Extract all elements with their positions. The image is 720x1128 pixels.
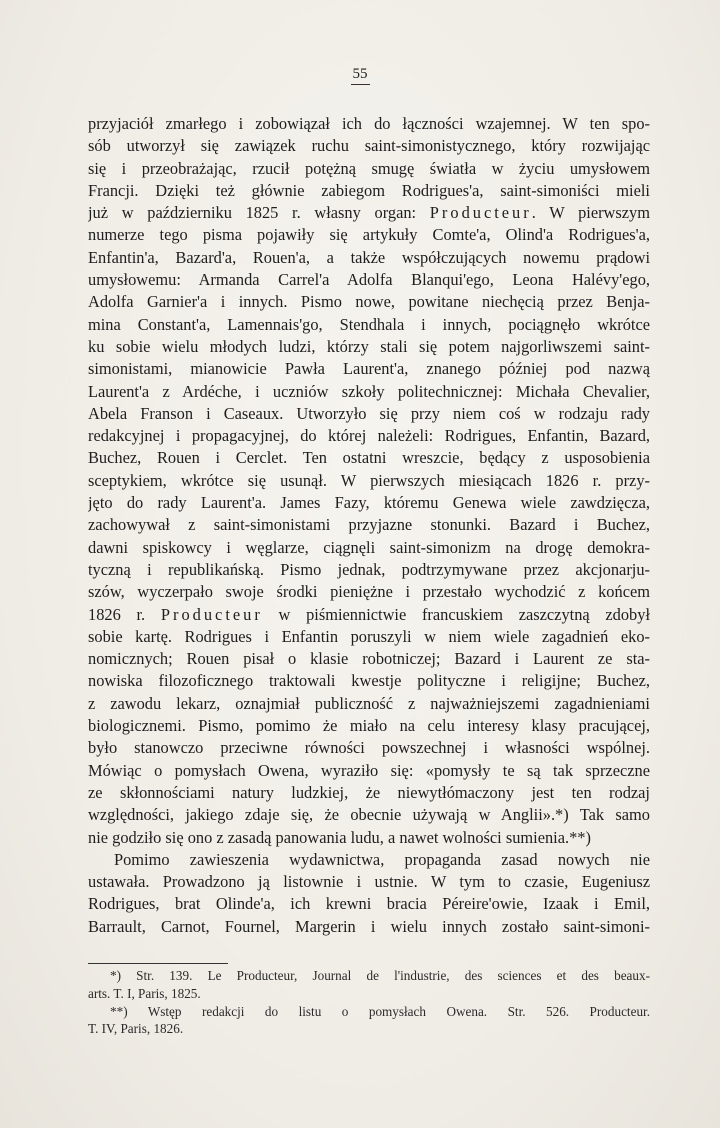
footnote-line: **) Wstęp redakcji do listu o pomysłach Owena. Str. 526. Producteur. — [110, 1003, 650, 1019]
text-line: się i przeobrażając, rzucił potężną smugę światła w życiu umysłowem — [88, 158, 650, 178]
text-line: szów, wyczerpało swoje środki pieniężne i przestało wychodzić z końcem — [88, 582, 650, 602]
text-line: redakcyjnej i propagacyjnej, do której należeli: Rodrigues, Enfantin, Bazard, — [88, 426, 650, 446]
text-line: zachowywał z saint-simonistami przyjazne stonunki. Bazard i Buchez, — [88, 515, 650, 535]
text-line: tyczną i republikańską. Pismo jednak, podtrzymywane przez akcjonarju- — [88, 559, 650, 579]
text-line: mina Constant'a, Lamennais'go, Stendhala i innych, pociągnęło wkrótce — [88, 314, 650, 334]
page-number: 55 — [0, 66, 720, 85]
text-line: ze skłonnościami natury ludzkiej, że niewytłómaczony jest ten rodzaj — [88, 782, 650, 802]
text-line: umysłowemu: Armanda Carrel'a Adolfa Blanqui'ego, Leona Halévy'ego, — [88, 270, 650, 290]
text-line: sceptykiem, wkrótce się usunął. W pierwszych miesiącach 1826 r. przy- — [88, 470, 650, 490]
body-text — [88, 113, 650, 938]
text-line: Rodrigues, brat Olinde'a, ich krewni bracia Péreire'owie, Izaak i Emil, — [88, 894, 650, 914]
text-line: nowiska filozoficznego traktowali kwestje polityczne i religijne; Buchez, — [88, 671, 650, 691]
text-line: Francji. Dzięki też głównie zabiegom Rodrigues'a, saint-simoniści mieli — [88, 180, 650, 200]
footnote-rule — [88, 963, 228, 964]
text-line: Buchez, Rouen i Cerclet. Ten ostatni wreszcie, będący z usposobienia — [88, 448, 650, 468]
periodical-title: Producteur — [429, 203, 532, 223]
text-line: nie godziło się ono z zasadą panowania ludu, a nawet wolności sumienia.**) — [88, 827, 591, 847]
text-line: jęto do rady Laurent'a. James Fazy, któremu Genewa wiele zawdzięcza, — [88, 493, 650, 513]
text-line: Adolfa Garnier'a i innych. Pismo nowe, powitane niechęcią przez Benja- — [88, 292, 650, 312]
text-line: 1826 r. Producteur w piśmiennictwie francuskiem zaszczytną zdobył — [88, 604, 650, 624]
footnote-line: *) Str. 139. Le Producteur, Journal de l'industrie, des sciences et des beaux- — [110, 968, 650, 983]
text-line: już w październiku 1825 r. własny organ: Producteur. W pierwszym — [88, 203, 650, 223]
text-line: Laurent'a z Ardéche, i uczniów szkoły politechnicznej: Michała Chevalier, — [88, 381, 650, 401]
text-line: Abela Franson i Caseaux. Utworzyło się przy niem coś w rodzaju rady — [88, 403, 650, 423]
text-line: Enfantin'a, Bazard'a, Rouen'a, a także współczujących nowemu prądowi — [88, 247, 650, 267]
text-line: biologicznemi. Pismo, pomimo że miało na celu interesy klasy pracującej, — [88, 716, 650, 736]
text-line: było stanowczo przeciwne równości powszechnej i własności wspólnej. — [88, 738, 650, 758]
text-line: ku sobie wielu młodych ludzi, którzy stali się potem najgorliwszemi saint- — [88, 336, 650, 356]
footnote-line: arts. T. I, Paris, 1825. — [88, 985, 201, 1001]
periodical-title: Producteur — [160, 604, 263, 624]
text-line: Mówiąc o pomysłach Owena, wyraziło się: «pomysły te są tak sprzeczne — [88, 760, 650, 780]
text-line: sobie kartę. Rodrigues i Enfantin poruszyli w niem wiele zagadnień eko- — [88, 626, 650, 646]
text-line: ustawała. Prowadzono ją listownie i ustnie. W tym to czasie, Eugeniusz — [88, 872, 650, 892]
text-line: Barrault, Carnot, Fournel, Margerin i wielu innych zostało saint-simoni- — [88, 916, 650, 936]
text-line: nomicznych; Rouen pisał o klasie robotniczej; Bazard i Laurent ze sta- — [88, 649, 650, 669]
footnote-line: T. IV, Paris, 1826. — [88, 1021, 184, 1037]
text-line: numerze tego pisma pojawiły się artykuły Comte'a, Olind'a Rodrigues'a, — [88, 225, 650, 245]
text-line: sób utworzył się zawiązek ruchu saint-simonistycznego, który rozwijając — [88, 136, 650, 156]
text-line: z zawodu lekarz, oznajmiał publiczność z najważniejszemi zagadnieniami — [88, 693, 650, 713]
text-line: przyjaciół zmarłego i zobowiązał ich do łączności wzajemnej. W ten spo- — [88, 114, 650, 133]
footnotes — [88, 967, 650, 1038]
text-line: względności, jakiego zdaje się, że obecnie używają w Anglii».*) Tak samo — [88, 805, 650, 825]
text-line: simonistami, mianowicie Pawła Laurent'a, znanego później pod nazwą — [88, 359, 650, 379]
text-line: Pomimo zawieszenia wydawnictwa, propaganda zasad nowych nie — [114, 849, 650, 869]
text-line: dawni spiskowcy i węglarze, ciągnęli saint-simonizm na drogę demokra- — [88, 537, 650, 557]
